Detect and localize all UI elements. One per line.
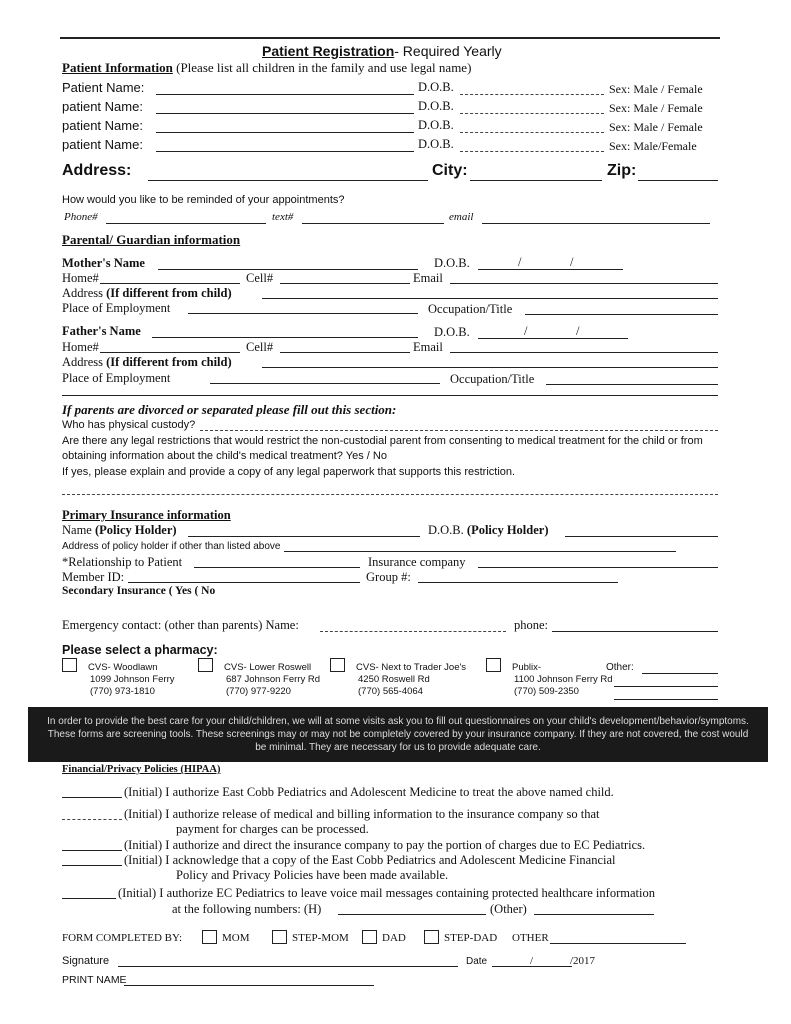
secondary-insurance[interactable]: Secondary Insurance ( Yes ( No xyxy=(62,585,216,597)
signature-label: Signature xyxy=(62,955,110,967)
patient-name-label: Patient Name: xyxy=(62,80,145,95)
title-suffix: - Required Yearly xyxy=(394,43,502,59)
other-number-label: (Other) xyxy=(490,902,527,916)
pharmacy-heading: Please select a pharmacy: xyxy=(62,643,218,657)
pharmacy-checkbox[interactable] xyxy=(330,658,345,672)
zip-label: Zip: xyxy=(607,162,637,179)
father-address-prefix: Address xyxy=(62,355,103,369)
financial-item-4b: Policy and Privacy Policies have been made available. xyxy=(176,868,449,882)
reminder-phone-label: Phone# xyxy=(64,211,98,223)
emergency-phone-label: phone: xyxy=(514,618,549,632)
page-title xyxy=(262,43,502,59)
father-name-label: Father's Name xyxy=(62,324,141,338)
patient-sex-options[interactable]: Sex: Male / Female xyxy=(609,120,703,134)
reminder-email-label: email xyxy=(449,211,474,223)
relationship-field[interactable] xyxy=(194,567,360,568)
mother-cell-field[interactable] xyxy=(280,283,410,284)
father-occupation-field[interactable] xyxy=(546,384,718,385)
policy-dob-holder: (Policy Holder) xyxy=(466,523,549,537)
patient-dob-field[interactable] xyxy=(460,151,604,152)
screening-notice xyxy=(28,707,768,762)
pharmacy-address: 1100 Johnson Ferry Rd xyxy=(514,674,613,685)
mother-email-field[interactable] xyxy=(450,283,718,284)
patient-name-field[interactable] xyxy=(156,151,414,152)
pharmacy-phone: (770) 973-1810 xyxy=(90,686,155,697)
policy-holder-text: (Policy Holder) xyxy=(94,523,177,537)
initial-field-4[interactable] xyxy=(62,865,122,866)
print-name-label: PRINT NAME xyxy=(62,974,127,986)
section-divider xyxy=(62,395,718,396)
mother-address-field[interactable] xyxy=(262,298,718,299)
mother-name-field[interactable] xyxy=(158,269,418,270)
pharmacy-name: CVS- Woodlawn xyxy=(88,662,158,673)
patient-dob-label: D.O.B. xyxy=(418,137,454,151)
date-year: /2017 xyxy=(570,955,596,967)
zip-field[interactable] xyxy=(638,180,718,181)
father-home-field[interactable] xyxy=(100,352,240,353)
mother-cell-label: Cell# xyxy=(246,271,274,285)
initial-field-1[interactable] xyxy=(62,797,122,798)
pharmacy-other-label: Other: xyxy=(606,662,634,673)
completed-by-checkbox[interactable] xyxy=(362,930,377,944)
reminder-email-field[interactable] xyxy=(482,223,710,224)
member-id-field[interactable] xyxy=(128,582,360,583)
mother-dob-field[interactable] xyxy=(478,269,623,270)
insurance-company-label: Insurance company xyxy=(368,555,466,569)
reminder-text-field[interactable] xyxy=(302,223,444,224)
mother-occupation-field[interactable] xyxy=(525,314,718,315)
patient-name-field[interactable] xyxy=(156,132,414,133)
group-label: Group #: xyxy=(366,570,411,584)
policy-address-note: Address of policy holder if other than listed above xyxy=(62,541,281,552)
patient-name-label: patient Name: xyxy=(62,118,143,133)
print-name-field[interactable] xyxy=(124,985,374,986)
reminder-phone-field[interactable] xyxy=(106,223,266,224)
completed-by-checkbox[interactable] xyxy=(424,930,439,944)
city-label: City: xyxy=(432,162,468,179)
pharmacy-other-field-2[interactable] xyxy=(614,686,718,687)
financial-item-5b: at the following numbers: (H) xyxy=(172,902,322,916)
mother-dob-sep2: / xyxy=(570,255,574,269)
patient-sex-options[interactable]: Sex: Male / Female xyxy=(609,101,703,115)
policy-name-prefix: Name xyxy=(62,523,92,537)
emergency-name-field[interactable] xyxy=(320,631,506,632)
city-field[interactable] xyxy=(470,180,602,181)
father-email-field[interactable] xyxy=(450,352,718,353)
completed-by-checkbox[interactable] xyxy=(272,930,287,944)
custody-question: Who has physical custody? xyxy=(62,419,196,431)
mother-home-field[interactable] xyxy=(100,283,240,284)
pharmacy-checkbox[interactable] xyxy=(62,658,77,672)
patient-name-field[interactable] xyxy=(156,94,414,95)
father-cell-field[interactable] xyxy=(280,352,410,353)
patient-sex-options[interactable]: Sex: Male / Female xyxy=(609,82,703,96)
father-dob-sep2: / xyxy=(576,324,580,338)
signature-field[interactable] xyxy=(118,966,458,967)
financial-item-1: (Initial) I authorize East Cobb Pediatrics and Adolescent Medicine to treat the above named child. xyxy=(124,785,614,799)
address-label: Address: xyxy=(62,162,132,179)
father-dob-field[interactable] xyxy=(478,338,628,339)
pharmacy-name: Publix- xyxy=(512,662,542,673)
explain-field[interactable] xyxy=(62,494,718,495)
insurance-heading: Primary Insurance information xyxy=(62,508,231,522)
patient-info-instructions: (Please list all children in the family and use legal name) xyxy=(176,60,472,75)
restrictions-line1: Are there any legal restrictions that would restrict the non-custodial parent from consenting to medical treatment for the child or from xyxy=(62,435,703,447)
patient-dob-field[interactable] xyxy=(460,94,604,95)
patient-dob-field[interactable] xyxy=(460,113,604,114)
completed-by-checkbox[interactable] xyxy=(202,930,217,944)
divorced-heading: If parents are divorced or separated please fill out this section: xyxy=(62,402,397,417)
pharmacy-phone: (770) 509-2350 xyxy=(514,686,579,697)
mother-dob-label: D.O.B. xyxy=(434,256,470,270)
member-id-label: Member ID: xyxy=(62,570,125,584)
mother-dob-sep1: / xyxy=(518,255,522,269)
father-address-field[interactable] xyxy=(262,367,718,368)
date-label: Date xyxy=(466,956,488,967)
date-sep: / xyxy=(530,955,534,967)
financial-item-4: (Initial) I acknowledge that a copy of the East Cobb Pediatrics and Adolescent Medicine Financial xyxy=(124,853,616,867)
pharmacy-checkbox[interactable] xyxy=(486,658,501,672)
explain-instructions: If yes, please explain and provide a copy of any legal paperwork that supports this restriction. xyxy=(62,466,516,478)
completed-by-option: MOM xyxy=(222,932,250,944)
group-field[interactable] xyxy=(418,582,618,583)
emergency-label: Emergency contact: (other than parents) Name: xyxy=(62,618,299,632)
father-email-label: Email xyxy=(413,340,443,354)
pharmacy-other-field-3[interactable] xyxy=(614,699,718,700)
pharmacy-phone: (770) 565-4064 xyxy=(358,686,423,697)
patient-dob-label: D.O.B. xyxy=(418,99,454,113)
address-field[interactable] xyxy=(148,180,428,181)
completed-by-option: STEP-MOM xyxy=(292,932,349,944)
completed-by-label: FORM COMPLETED BY: xyxy=(62,932,183,944)
completed-by-option: DAD xyxy=(382,932,406,944)
guardian-heading: Parental/ Guardian information xyxy=(62,232,241,247)
mother-home-label: Home# xyxy=(62,271,99,285)
father-employment-field[interactable] xyxy=(210,383,440,384)
patient-name-label: patient Name: xyxy=(62,137,143,152)
home-number-field[interactable] xyxy=(338,914,486,915)
policy-holder-field[interactable] xyxy=(188,536,420,537)
mother-name-label: Mother's Name xyxy=(62,256,145,270)
initial-field-5[interactable] xyxy=(62,898,116,899)
completed-other-field[interactable] xyxy=(550,943,686,944)
patient-dob-label: D.O.B. xyxy=(418,118,454,132)
notice-text: In order to provide the best care for your child/children, we will at some visits ask you to fill out questionnaires on your child's development/behavior/symptoms. These forms are screening tools. These screenings may or may not be completely covered by your insurance company. If they are not covered, the cost would be minimal. They are necessary for us to provide adequate care. xyxy=(47,716,749,753)
initial-field-3[interactable] xyxy=(62,850,122,851)
policy-holder-label xyxy=(62,523,177,538)
patient-info-heading: Patient Information xyxy=(62,60,173,75)
father-name-field[interactable] xyxy=(152,337,418,338)
policy-address-field[interactable] xyxy=(284,551,676,552)
pharmacy-other-field[interactable] xyxy=(642,673,718,674)
financial-item-5: (Initial) I authorize EC Pediatrics to leave voice mail messages containing protected healthcare information xyxy=(118,886,655,900)
father-occupation-label: Occupation/Title xyxy=(450,372,535,386)
policy-dob-prefix: D.O.B. xyxy=(428,523,464,537)
father-address-note: (If different from child) xyxy=(106,355,232,369)
patient-dob-label: D.O.B. xyxy=(418,80,454,94)
father-dob-label: D.O.B. xyxy=(434,325,470,339)
mother-address-prefix: Address xyxy=(62,286,103,300)
completed-other-label: OTHER xyxy=(512,932,549,944)
father-dob-sep1: / xyxy=(524,324,528,338)
other-number-field[interactable] xyxy=(534,914,654,915)
patient-dob-field[interactable] xyxy=(460,132,604,133)
mother-email-label: Email xyxy=(413,271,443,285)
pharmacy-address: 1099 Johnson Ferry xyxy=(90,674,175,685)
patient-info-header xyxy=(62,60,471,76)
relationship-label: *Relationship to Patient xyxy=(62,555,183,569)
reminder-question: How would you like to be reminded of your appointments? xyxy=(62,194,345,206)
initial-field-2[interactable] xyxy=(62,819,122,820)
father-address-label xyxy=(62,355,232,370)
policy-dob-field[interactable] xyxy=(565,536,718,537)
father-employment-label: Place of Employment xyxy=(62,371,171,385)
restrictions-line2: obtaining information about the child's medical treatment? Yes / No xyxy=(62,450,387,462)
financial-heading: Financial/Privacy Policies (HIPAA) xyxy=(62,764,221,775)
emergency-phone-field[interactable] xyxy=(552,631,718,632)
pharmacy-name: CVS- Next to Trader Joe's xyxy=(356,662,467,673)
mother-occupation-label: Occupation/Title xyxy=(428,302,513,316)
reminder-text-label: text# xyxy=(272,211,294,223)
pharmacy-checkbox[interactable] xyxy=(198,658,213,672)
father-home-label: Home# xyxy=(62,340,99,354)
patient-name-field[interactable] xyxy=(156,113,414,114)
father-cell-label: Cell# xyxy=(246,340,274,354)
insurance-company-field[interactable] xyxy=(478,567,718,568)
patient-sex-options[interactable]: Sex: Male/Female xyxy=(609,139,697,153)
pharmacy-phone: (770) 977-9220 xyxy=(226,686,291,697)
patient-name-label: patient Name: xyxy=(62,99,143,114)
mother-address-label xyxy=(62,286,232,301)
pharmacy-name: CVS- Lower Roswell xyxy=(224,662,312,673)
title-main: Patient Registration xyxy=(262,43,395,59)
policy-dob-label xyxy=(428,523,548,538)
mother-employment-field[interactable] xyxy=(188,313,418,314)
pharmacy-address: 687 Johnson Ferry Rd xyxy=(226,674,320,685)
mother-address-note: (If different from child) xyxy=(106,286,232,300)
financial-item-2b: payment for charges can be processed. xyxy=(176,822,369,836)
mother-employment-label: Place of Employment xyxy=(62,301,171,315)
completed-by-option: STEP-DAD xyxy=(444,932,498,944)
pharmacy-address: 4250 Roswell Rd xyxy=(358,674,430,685)
financial-item-3: (Initial) I authorize and direct the insurance company to pay the portion of charges due to EC Pediatrics. xyxy=(124,838,646,852)
custody-field[interactable] xyxy=(200,430,718,431)
financial-item-2: (Initial) I authorize release of medical and billing information to the insurance company so that xyxy=(124,807,600,821)
